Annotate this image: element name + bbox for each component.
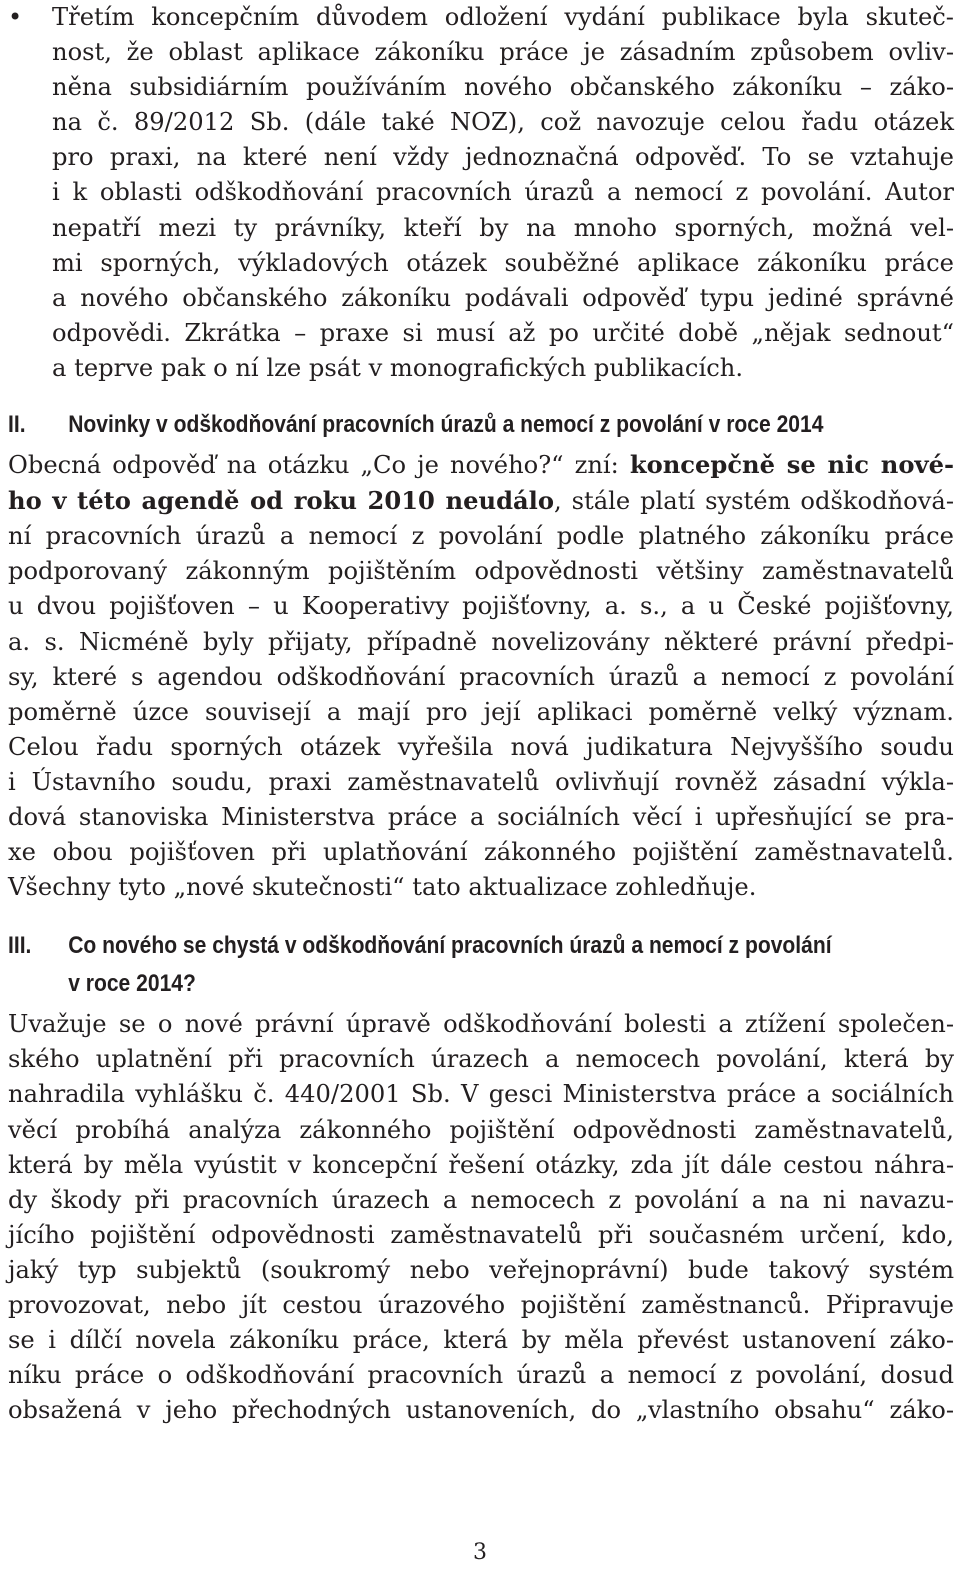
text-line: Všechny tyto „nové skutečnosti“ tato aktualizace zohledňuje. [8, 873, 757, 902]
section-heading [8, 406, 954, 444]
text-line: podporovaný zákonným pojištěním odpovědnosti většiny zaměstnavatelů [8, 557, 954, 586]
document-page [8, 0, 954, 1428]
text-line: se i dílčí novela zákoníku práce, která by měla převést ustanovení záko- [8, 1326, 954, 1355]
section-body [8, 447, 954, 905]
section-number: II. [8, 411, 26, 439]
text-line: provozovat, nebo jít cestou úrazového pojištění zaměstnanců. Připravuje [8, 1291, 954, 1319]
text-line: obsažená v jeho přechodných ustanoveních, do „vlastního obsahu“ záko- [8, 1396, 954, 1425]
page-number: 3 [473, 1540, 487, 1565]
text-line: pro praxi, na které není vždy jednoznačná odpověď. To se vztahuje [52, 143, 954, 172]
text-line: a teprve pak o ní lze psát v monografických publikacích. [52, 353, 744, 382]
text-line: xe obou pojišťoven při uplatňování zákonného pojištění zaměstnavatelů. [8, 838, 954, 867]
text-span: Obecná odpověď na otázku „Co je nového?“ zní: [8, 451, 630, 480]
section-body [8, 1007, 954, 1428]
text-line: která by měla vyústit v koncepční řešení otázky, zda jít dále cestou náhra- [8, 1150, 954, 1179]
text-line: odpovědi. Zkrátka – praxe si musí až po určité době „nějak sednout“ [52, 318, 954, 347]
section-title [68, 927, 831, 1003]
text-span: , stále platí systém odškodňová- [553, 487, 954, 516]
text-line [8, 447, 954, 483]
text-line: dy škody při pracovních úrazech a nemocech z povolání a na ni navazu- [8, 1185, 954, 1214]
text-line: ského uplatnění při pracovních úrazech a nemocech povolání, která by [8, 1045, 954, 1074]
text-line: nost, že oblast aplikace zákoníku práce je zásadním způsobem ovliv- [52, 38, 954, 67]
text-line: nahradila vyhlášku č. 440/2001 Sb. V gesci Ministerstva práce a sociálních [8, 1080, 954, 1109]
text-line: mi sporných, výkladových otázek souběžné aplikace zákoníku práce [52, 248, 954, 277]
text-line: sy, které s agendou odškodňování pracovních úrazů a nemocí z povolání [8, 662, 954, 691]
text-line: Uvažuje se o nové právní úpravě odškodňování bolesti a ztížení společen- [8, 1010, 954, 1039]
text-line: dová stanoviska Ministerstva práce a sociálních věcí i upřesňující se pra- [8, 802, 954, 831]
bold-text: koncepčně se nic nové- [629, 450, 954, 480]
text-line: něna subsidiárním používáním nového občanského zákoníku – záko- [52, 73, 954, 102]
bullet-paragraph [8, 0, 954, 386]
text-line: a. s. Nicméně byly přijaty, případně novelizovány některé právní předpi- [8, 627, 954, 656]
text-line: ní pracovních úrazů a nemocí z povolání podle platného zákoníku práce [8, 522, 954, 551]
section-heading [8, 927, 954, 1003]
text-line: i k oblasti odškodňování pracovních úrazů a nemocí z povolání. Autor [52, 178, 954, 207]
text-line: Třetím koncepčním důvodem odložení vydání publikace byla skuteč- [52, 3, 954, 31]
text-line [8, 483, 954, 519]
section-number: III. [8, 932, 32, 960]
text-line: poměrně úzce souvisejí a mají pro její aplikaci poměrně velký význam. [8, 697, 954, 726]
text-line: jaký typ subjektů (soukromý nebo veřejnoprávní) bude takový systém [8, 1255, 954, 1284]
text-line: u dvou pojišťoven – u Kooperativy pojišťovny, a. s., a u České pojišťovny, [8, 592, 954, 621]
bold-text: ho v této agendě od roku 2010 neudálo [8, 486, 554, 516]
section-title-line: Co nového se chystá v odškodňování pracovních úrazů a nemocí z povolání [68, 932, 832, 960]
text-line: na č. 89/2012 Sb. (dále také NOZ), což navozuje celou řadu otázek [52, 108, 954, 137]
section-title-line: v roce 2014? [68, 970, 196, 998]
text-line: jícího pojištění odpovědnosti zaměstnavatelů při současném určení, kdo, [8, 1220, 954, 1249]
text-line: nepatří mezi ty právníky, kteří by na mnoho sporných, možná vel- [52, 213, 954, 242]
text-line: níku práce o odškodňování pracovních úrazů a nemocí z povolání, dosud [8, 1361, 954, 1390]
text-line: Celou řadu sporných otázek vyřešila nová judikatura Nejvyššího soudu [8, 732, 954, 761]
section-title: Novinky v odškodňování pracovních úrazů a nemocí z povolání v roce 2014 [68, 411, 824, 439]
bullet-icon: • [8, 3, 23, 31]
text-line: věcí probíhá analýza zákonného pojištění odpovědnosti zaměstnavatelů, [8, 1115, 954, 1144]
text-line: a nového občanského zákoníku podávali odpověď typu jediné správné [52, 283, 954, 312]
text-line: i Ústavního soudu, praxi zaměstnavatelů ovlivňují rovněž zásadní výkla- [8, 767, 954, 796]
